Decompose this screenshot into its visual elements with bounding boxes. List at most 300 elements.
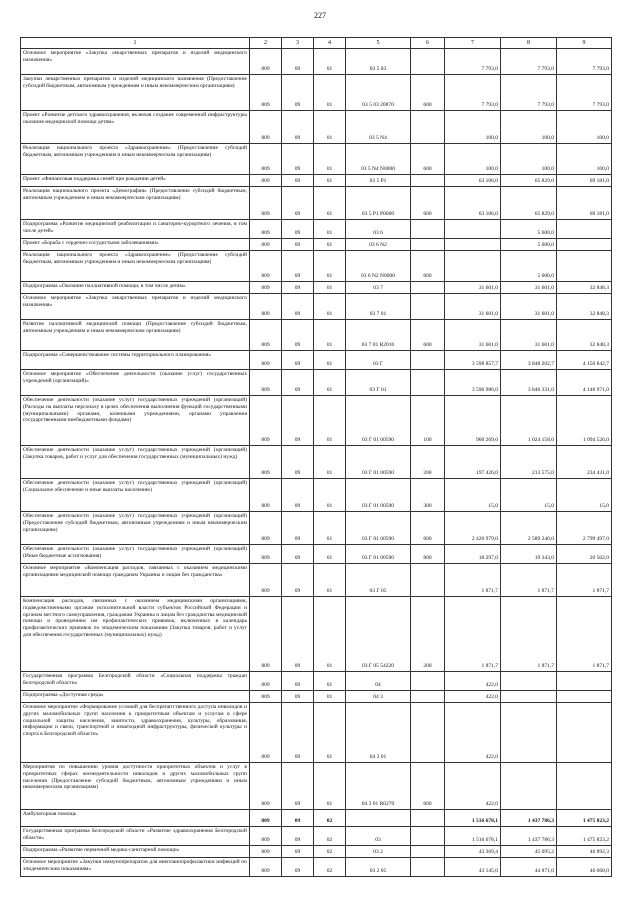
row-section: 09 xyxy=(282,858,314,877)
row-subsection: 01 xyxy=(314,75,346,111)
row-admin-code: 809 xyxy=(250,691,282,703)
table-row xyxy=(21,320,612,351)
row-amount-year3 xyxy=(557,672,612,691)
row-expense-type: 200 xyxy=(411,597,445,672)
row-target-article: 03 6 xyxy=(346,220,411,239)
row-target-article: 03 5 P1 P0000 xyxy=(346,187,411,220)
row-amount-year1: 422,0 xyxy=(445,703,501,763)
row-amount-year1: 7 793,0 xyxy=(445,75,501,111)
row-section: 09 xyxy=(282,75,314,111)
row-amount-year2: 1 871,7 xyxy=(501,564,557,597)
table-row xyxy=(21,282,612,294)
row-description: Государственная программа Белгородской области «Развитие здравоохранения Белгородской области» xyxy=(21,827,250,846)
row-target-article: 04 3 01 R0270 xyxy=(346,763,411,810)
row-description: Обеспечение деятельности (оказание услуг) государственных учреждений (организаций) (Расходы на выплаты персоналу в целях обеспечения выполнения функций государственными (муниципальными) органами, казенными учреждениями, органами управления государственными внебюджетными фондами) xyxy=(21,396,250,446)
row-section: 09 xyxy=(282,691,314,703)
row-subsection: 02 xyxy=(314,827,346,846)
row-amount-year2: 5 600,0 xyxy=(501,251,557,282)
row-subsection: 01 xyxy=(314,512,346,545)
row-section: 09 xyxy=(282,810,314,827)
row-subsection: 01 xyxy=(314,703,346,763)
row-expense-type xyxy=(411,810,445,827)
row-description: Закупки лекарственных препаратов и изделий медицинского назначения (Предоставление субсидий бюджетным, автономным учреждениям и иным некоммерческим организациям) xyxy=(21,75,250,111)
row-description: Подпрограмма «Совершенствование системы территориального планирования» xyxy=(21,351,250,370)
table-row xyxy=(21,691,612,703)
row-amount-year1: 31 601,0 xyxy=(445,320,501,351)
row-target-article: 04 3 01 xyxy=(346,703,411,763)
row-subsection: 01 xyxy=(314,187,346,220)
row-amount-year1: 18 297,0 xyxy=(445,545,501,564)
row-target-article: 03 5 03 20870 xyxy=(346,75,411,111)
row-description: Основное мероприятие «Обеспечение деятельности (оказание услуг) государственных учреждений (организаций)» xyxy=(21,370,250,396)
row-amount-year3: 32 848,3 xyxy=(557,294,612,320)
row-section: 09 xyxy=(282,282,314,294)
row-subsection: 01 xyxy=(314,597,346,672)
row-section: 09 xyxy=(282,763,314,810)
row-amount-year2 xyxy=(501,703,557,763)
table-row xyxy=(21,597,612,672)
row-expense-type xyxy=(411,294,445,320)
table-row xyxy=(21,251,612,282)
row-amount-year3: 1 871,7 xyxy=(557,597,612,672)
row-amount-year2: 3 846 331,0 xyxy=(501,370,557,396)
header-cell: 8 xyxy=(501,38,557,49)
row-amount-year2: 15,0 xyxy=(501,479,557,512)
row-target-article: 04 xyxy=(346,672,411,691)
row-amount-year2 xyxy=(501,691,557,703)
row-description: Проект «Финансовая поддержка семей при рождении детей» xyxy=(21,175,250,187)
row-amount-year2: 5 600,0 xyxy=(501,239,557,251)
row-expense-type xyxy=(411,846,445,858)
row-expense-type xyxy=(411,282,445,294)
row-amount-year2: 65 829,0 xyxy=(501,187,557,220)
row-admin-code: 809 xyxy=(250,370,282,396)
row-section: 09 xyxy=(282,446,314,479)
row-section: 09 xyxy=(282,564,314,597)
row-description: Амбулаторная помощь xyxy=(21,810,250,827)
row-admin-code: 809 xyxy=(250,396,282,446)
table-row xyxy=(21,564,612,597)
row-amount-year3: 7 793,0 xyxy=(557,75,612,111)
row-description: Подпрограмма «Доступная среда» xyxy=(21,691,250,703)
row-target-article: 03 Г 01 00590 xyxy=(346,396,411,446)
table-row xyxy=(21,858,612,877)
row-amount-year2: 44 871,0 xyxy=(501,858,557,877)
row-section: 09 xyxy=(282,351,314,370)
row-subsection: 01 xyxy=(314,320,346,351)
header-cell: 7 xyxy=(445,38,501,49)
row-section: 09 xyxy=(282,846,314,858)
table-row xyxy=(21,396,612,446)
row-target-article xyxy=(346,810,411,827)
row-description: Основное мероприятие «Закупка лекарственных препаратов и изделий медицинского назначения» xyxy=(21,294,250,320)
row-admin-code: 809 xyxy=(250,827,282,846)
table-body xyxy=(21,49,612,877)
table-row xyxy=(21,111,612,144)
row-admin-code: 809 xyxy=(250,282,282,294)
table-row xyxy=(21,703,612,763)
table-row xyxy=(21,479,612,512)
row-admin-code: 809 xyxy=(250,479,282,512)
row-admin-code: 809 xyxy=(250,239,282,251)
row-section: 09 xyxy=(282,370,314,396)
table-row xyxy=(21,187,612,220)
row-expense-type xyxy=(411,672,445,691)
row-target-article: 03 Г 01 00590 xyxy=(346,446,411,479)
header-cell: 9 xyxy=(557,38,612,49)
row-section: 09 xyxy=(282,827,314,846)
row-section: 09 xyxy=(282,320,314,351)
table-row xyxy=(21,220,612,239)
row-admin-code: 809 xyxy=(250,187,282,220)
table-row xyxy=(21,175,612,187)
page-number: 227 xyxy=(314,11,326,20)
row-section: 09 xyxy=(282,49,314,75)
row-amount-year3: 69 181,0 xyxy=(557,187,612,220)
row-amount-year2: 19 343,0 xyxy=(501,545,557,564)
row-target-article: 03 Г xyxy=(346,351,411,370)
row-subsection: 01 xyxy=(314,479,346,512)
row-amount-year1: 1 871,7 xyxy=(445,597,501,672)
table-row xyxy=(21,75,612,111)
row-amount-year2: 31 601,0 xyxy=(501,282,557,294)
row-description: Проект «Борьба с сердечно-сосудистыми заболеваниями» xyxy=(21,239,250,251)
row-target-article: 03 Г 05 54220 xyxy=(346,597,411,672)
row-description: Основное мероприятие «Закупки иммунопрепаратов для внепланопрофилактики инфекций по эпидемическим показаниям» xyxy=(21,858,250,877)
row-target-article: 03 2 05 xyxy=(346,858,411,877)
row-amount-year3: 100,0 xyxy=(557,144,612,175)
row-admin-code: 809 xyxy=(250,597,282,672)
row-amount-year3: 46 668,0 xyxy=(557,858,612,877)
row-target-article: 03 7 xyxy=(346,282,411,294)
row-description: Подпрограмма «Развитие первичной медико-санитарной помощи» xyxy=(21,846,250,858)
table-row xyxy=(21,49,612,75)
row-amount-year1 xyxy=(445,251,501,282)
row-description: Реализация национального проекта «Демография» (Предоставление субсидий бюджетным, автономным учреждениям и иным некоммерческим организациям) xyxy=(21,187,250,220)
row-target-article: 03 7 01 xyxy=(346,294,411,320)
row-target-article: 03 Г 01 00590 xyxy=(346,512,411,545)
row-admin-code: 809 xyxy=(250,564,282,597)
table-row xyxy=(21,672,612,691)
row-expense-type: 600 xyxy=(411,320,445,351)
row-amount-year2: 100,0 xyxy=(501,144,557,175)
row-amount-year3: 69 181,0 xyxy=(557,175,612,187)
row-expense-type xyxy=(411,49,445,75)
row-description: Подпрограмма «Оказание паллиативной помощи, в том числе детям» xyxy=(21,282,250,294)
row-subsection: 01 xyxy=(314,672,346,691)
row-admin-code: 809 xyxy=(250,846,282,858)
table-row xyxy=(21,512,612,545)
row-amount-year1: 960 269,0 xyxy=(445,396,501,446)
table-row xyxy=(21,763,612,810)
row-amount-year3: 46 892,3 xyxy=(557,846,612,858)
row-amount-year1: 43 145,0 xyxy=(445,858,501,877)
row-amount-year1: 3 598 857,7 xyxy=(445,351,501,370)
row-target-article: 03 7 01 R2010 xyxy=(346,320,411,351)
row-section: 09 xyxy=(282,512,314,545)
row-section: 09 xyxy=(282,396,314,446)
table-row xyxy=(21,370,612,396)
row-amount-year3: 32 848,3 xyxy=(557,282,612,294)
row-description: Подпрограмма «Развитие медицинской реабилитации и санаторно-курортного лечения, в том числе детей» xyxy=(21,220,250,239)
row-admin-code: 809 xyxy=(250,175,282,187)
row-amount-year3: 4 148 971,0 xyxy=(557,370,612,396)
row-expense-type xyxy=(411,111,445,144)
row-amount-year3: 1 871,7 xyxy=(557,564,612,597)
row-amount-year3 xyxy=(557,691,612,703)
row-amount-year3: 1 094 526,0 xyxy=(557,396,612,446)
row-amount-year3 xyxy=(557,763,612,810)
row-amount-year1: 422,0 xyxy=(445,691,501,703)
row-expense-type xyxy=(411,239,445,251)
row-section: 09 xyxy=(282,597,314,672)
row-admin-code: 809 xyxy=(250,545,282,564)
row-expense-type: 300 xyxy=(411,479,445,512)
row-amount-year2: 5 600,0 xyxy=(501,220,557,239)
row-amount-year1: 1 516 678,1 xyxy=(445,810,501,827)
row-subsection: 01 xyxy=(314,691,346,703)
row-section: 09 xyxy=(282,703,314,763)
row-amount-year1: 3 596 986,0 xyxy=(445,370,501,396)
row-target-article: 03 6 N2 xyxy=(346,239,411,251)
row-section: 09 xyxy=(282,187,314,220)
row-admin-code: 809 xyxy=(250,858,282,877)
table-row xyxy=(21,810,612,827)
table-row xyxy=(21,294,612,320)
table-row xyxy=(21,144,612,175)
row-admin-code: 809 xyxy=(250,111,282,144)
row-amount-year2: 2 589 240,0 xyxy=(501,512,557,545)
row-amount-year3: 7 793,0 xyxy=(557,49,612,75)
row-amount-year2 xyxy=(501,763,557,810)
row-expense-type xyxy=(411,564,445,597)
row-section: 09 xyxy=(282,175,314,187)
row-amount-year2: 7 793,0 xyxy=(501,49,557,75)
row-subsection: 02 xyxy=(314,846,346,858)
row-subsection: 01 xyxy=(314,239,346,251)
row-admin-code: 809 xyxy=(250,672,282,691)
row-admin-code: 809 xyxy=(250,75,282,111)
row-subsection: 01 xyxy=(314,446,346,479)
row-expense-type: 600 xyxy=(411,75,445,111)
row-amount-year3: 15,0 xyxy=(557,479,612,512)
row-amount-year1: 63 106,0 xyxy=(445,175,501,187)
row-amount-year3 xyxy=(557,220,612,239)
row-target-article: 03 5 N4 N0000 xyxy=(346,144,411,175)
row-subsection: 01 xyxy=(314,294,346,320)
row-amount-year2: 213 575,0 xyxy=(501,446,557,479)
row-target-article: 03 5 P1 xyxy=(346,175,411,187)
row-expense-type: 600 xyxy=(411,187,445,220)
row-amount-year1: 15,0 xyxy=(445,479,501,512)
row-expense-type xyxy=(411,175,445,187)
row-amount-year3: 2 799 497,0 xyxy=(557,512,612,545)
row-amount-year3: 4 150 842,7 xyxy=(557,351,612,370)
row-subsection: 01 xyxy=(314,370,346,396)
row-amount-year1: 2 420 979,0 xyxy=(445,512,501,545)
row-amount-year2: 1 024 158,0 xyxy=(501,396,557,446)
header-cell: 3 xyxy=(282,38,314,49)
row-target-article: 03 xyxy=(346,827,411,846)
row-admin-code: 809 xyxy=(250,446,282,479)
row-amount-year2: 100,0 xyxy=(501,111,557,144)
row-expense-type: 600 xyxy=(411,144,445,175)
row-admin-code: 809 xyxy=(250,251,282,282)
header-cell: 6 xyxy=(411,38,445,49)
row-amount-year1 xyxy=(445,239,501,251)
row-subsection: 01 xyxy=(314,763,346,810)
row-expense-type: 200 xyxy=(411,446,445,479)
row-amount-year3: 20 502,0 xyxy=(557,545,612,564)
row-expense-type xyxy=(411,351,445,370)
row-expense-type xyxy=(411,370,445,396)
row-amount-year3 xyxy=(557,703,612,763)
row-target-article: 03 5 N4 xyxy=(346,111,411,144)
row-amount-year2: 1 437 786,3 xyxy=(501,827,557,846)
row-amount-year2: 45 095,2 xyxy=(501,846,557,858)
row-subsection: 01 xyxy=(314,545,346,564)
row-amount-year1: 422,0 xyxy=(445,672,501,691)
row-subsection: 02 xyxy=(314,810,346,827)
table-row xyxy=(21,239,612,251)
row-amount-year1: 43 369,4 xyxy=(445,846,501,858)
row-admin-code: 809 xyxy=(250,763,282,810)
row-expense-type: 800 xyxy=(411,545,445,564)
row-amount-year1: 63 106,0 xyxy=(445,187,501,220)
row-description: Основное мероприятие «Формирование условий для беспрепятственного доступа инвалидов и других маломобильных групп населения к приоритетным объектам и услугам в сфере социальной защиты населения, занятости, здравоохранения, культуры, образования, информации и связи, транспортной и пешеходной инфраструктуры, физической культуры и спорта в Белгородской области» xyxy=(21,703,250,763)
row-expense-type xyxy=(411,858,445,877)
row-admin-code: 809 xyxy=(250,49,282,75)
row-description: Обеспечение деятельности (оказание услуг) государственных учреждений (организаций) (Предоставление субсидий бюджетным, автономным учреждениям и иным некоммерческим организациям) xyxy=(21,512,250,545)
table-row xyxy=(21,846,612,858)
row-expense-type: 600 xyxy=(411,512,445,545)
row-section: 09 xyxy=(282,111,314,144)
row-amount-year1: 100,0 xyxy=(445,111,501,144)
row-expense-type: 600 xyxy=(411,251,445,282)
row-subsection: 01 xyxy=(314,49,346,75)
row-admin-code: 809 xyxy=(250,220,282,239)
row-section: 09 xyxy=(282,144,314,175)
row-admin-code: 809 xyxy=(250,512,282,545)
row-target-article: 03 Г 01 00590 xyxy=(346,545,411,564)
row-description: Обеспечение деятельности (оказание услуг) государственных учреждений (организаций) (Социальное обеспечение и иные выплаты населению) xyxy=(21,479,250,512)
header-cell: 2 xyxy=(250,38,282,49)
row-admin-code: 809 xyxy=(250,810,282,827)
row-amount-year2: 1 871,7 xyxy=(501,597,557,672)
row-amount-year3: 100,0 xyxy=(557,111,612,144)
row-target-article: 03 Г 05 xyxy=(346,564,411,597)
row-target-article: 03 2 xyxy=(346,846,411,858)
row-description: Проект «Развитие детского здравоохранения, включая создание современной инфраструктуры оказания медицинской помощи детям» xyxy=(21,111,250,144)
row-expense-type xyxy=(411,220,445,239)
table-row xyxy=(21,351,612,370)
row-description: Реализация национального проекта «Здравоохранение» (Предоставление субсидий бюджетным, автономным учреждениям и иным некоммерческим организациям) xyxy=(21,251,250,282)
row-subsection: 01 xyxy=(314,220,346,239)
row-subsection: 01 xyxy=(314,144,346,175)
row-section: 09 xyxy=(282,545,314,564)
row-amount-year3: 1 475 823,2 xyxy=(557,827,612,846)
row-subsection: 01 xyxy=(314,111,346,144)
row-amount-year2: 31 601,0 xyxy=(501,320,557,351)
row-admin-code: 809 xyxy=(250,294,282,320)
row-amount-year3: 32 848,3 xyxy=(557,320,612,351)
row-description: Основное мероприятие «Закупка лекарственных препаратов и изделий медицинского назначения» xyxy=(21,49,250,75)
row-section: 09 xyxy=(282,251,314,282)
row-expense-type xyxy=(411,703,445,763)
row-admin-code: 809 xyxy=(250,320,282,351)
row-expense-type xyxy=(411,827,445,846)
row-amount-year1: 100,0 xyxy=(445,144,501,175)
row-subsection: 01 xyxy=(314,564,346,597)
row-subsection: 01 xyxy=(314,396,346,446)
row-section: 09 xyxy=(282,294,314,320)
row-subsection: 02 xyxy=(314,858,346,877)
row-amount-year1: 1 516 678,1 xyxy=(445,827,501,846)
row-subsection: 01 xyxy=(314,251,346,282)
table-row xyxy=(21,545,612,564)
row-admin-code: 809 xyxy=(250,703,282,763)
row-subsection: 01 xyxy=(314,282,346,294)
row-amount-year2: 65 829,0 xyxy=(501,175,557,187)
row-amount-year2: 3 848 202,7 xyxy=(501,351,557,370)
row-expense-type xyxy=(411,691,445,703)
row-target-article: 04 3 xyxy=(346,691,411,703)
row-description: Компенсация расходов, связанных с оказанием медицинскими организациями, подведомственными органам исполнительной власти субъектов Российской Федерации и органам местного самоуправления, гражданам Украины и лицам без гражданства медицинской помощи и проведением им профилактических прививок, включенных в календарь профилактических прививок по эпидемическим показаниям (Закупка товаров, работ и услуг для обеспечения государственных (муниципальных) нужд) xyxy=(21,597,250,672)
row-amount-year3: 1 475 823,2 xyxy=(557,810,612,827)
header-cell: 5 xyxy=(346,38,411,49)
row-expense-type: 100 xyxy=(411,396,445,446)
row-description: Обеспечение деятельности (оказание услуг) государственных учреждений (организаций) (Иные бюджетные ассигнования) xyxy=(21,545,250,564)
row-amount-year1: 197 426,0 xyxy=(445,446,501,479)
row-admin-code: 809 xyxy=(250,144,282,175)
header-cell: 4 xyxy=(314,38,346,49)
row-target-article: 03 5 03 xyxy=(346,49,411,75)
row-amount-year1: 7 793,0 xyxy=(445,49,501,75)
row-section: 09 xyxy=(282,479,314,512)
row-amount-year2: 31 601,0 xyxy=(501,294,557,320)
row-expense-type: 600 xyxy=(411,763,445,810)
row-section: 09 xyxy=(282,672,314,691)
row-amount-year3 xyxy=(557,239,612,251)
row-section: 09 xyxy=(282,239,314,251)
row-amount-year1: 1 871,7 xyxy=(445,564,501,597)
row-amount-year1: 422,0 xyxy=(445,763,501,810)
row-amount-year3 xyxy=(557,251,612,282)
header-cell: 1 xyxy=(21,38,250,49)
row-admin-code: 809 xyxy=(250,351,282,370)
row-subsection: 01 xyxy=(314,175,346,187)
row-description: Мероприятия по повышению уровня доступности приоритетных объектов и услуг в приоритетных сферах жизнедеятельности инвалидов и других маломобильных групп населения (Предоставление субсидий бюджетным, автономным учреждениям и иным некоммерческим организациям) xyxy=(21,763,250,810)
row-amount-year1 xyxy=(445,220,501,239)
row-target-article: 03 6 N2 N0000 xyxy=(346,251,411,282)
header-row xyxy=(21,38,612,49)
row-description: Государственная программа Белгородской области «Социальная поддержка граждан Белгородской области» xyxy=(21,672,250,691)
row-amount-year1: 31 601,0 xyxy=(445,294,501,320)
row-amount-year2: 1 437 786,3 xyxy=(501,810,557,827)
row-amount-year2: 7 793,0 xyxy=(501,75,557,111)
row-description: Основное мероприятие «Компенсация расходов, связанных с оказанием медицинскими организациями медицинской помощи гражданам Украины и лицам без гражданства» xyxy=(21,564,250,597)
table-row xyxy=(21,446,612,479)
budget-table xyxy=(20,37,612,877)
row-amount-year1: 31 601,0 xyxy=(445,282,501,294)
row-description: Обеспечение деятельности (оказание услуг) государственных учреждений (организаций) (Закупка товаров, работ и услуг для обеспечения государственных (муниципальных) нужд) xyxy=(21,446,250,479)
row-description: Реализация национального проекта «Здравоохранение» (Предоставление субсидий бюджетным, автономным учреждениям и иным некоммерческим организациям) xyxy=(21,144,250,175)
row-section: 09 xyxy=(282,220,314,239)
table-row xyxy=(21,827,612,846)
row-target-article: 03 Г 01 xyxy=(346,370,411,396)
row-target-article: 03 Г 01 00590 xyxy=(346,479,411,512)
row-description: Развитие паллиативной медицинской помощи (Предоставление субсидий бюджетным, автономным учреждениям и иным некоммерческим организациям) xyxy=(21,320,250,351)
